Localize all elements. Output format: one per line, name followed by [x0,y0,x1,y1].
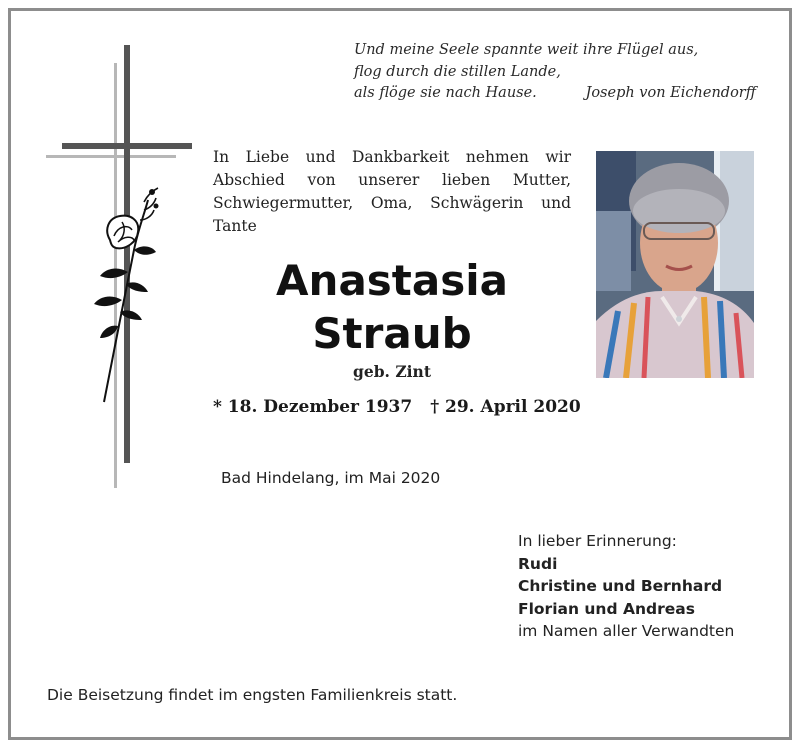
mourner-name: Rudi [518,554,558,573]
mourner-name: Florian und Andreas [518,599,695,618]
mourners [518,530,734,643]
intro-line: Tante [213,217,257,235]
intro-line: In Liebe und Dankbarkeit nehmen wir [213,148,571,166]
cross-horizontal [62,143,192,149]
maiden-name: geb. Zint [353,362,431,381]
deceased-name [213,254,571,360]
first-name: Anastasia [276,256,508,305]
intro-line: Schwiegermutter, Oma, Schwägerin und [213,194,571,212]
last-name: Straub [312,309,472,358]
poem-author: Joseph von Eichendorff [585,85,756,101]
intro-text [213,146,571,238]
mourner-name: Christine und Bernhard [518,577,723,595]
portrait-photo [596,151,754,378]
poem [354,40,759,105]
poem-line: als flöge sie nach Hause. [354,85,537,101]
life-dates [213,397,581,417]
mourners-heading: In lieber Erinnerung: [518,532,677,550]
place-date: Bad Hindelang, im Mai 2020 [221,469,441,487]
rose-icon [82,180,172,410]
birth-date: * 18. Dezember 1937 [213,397,413,417]
cross-shadow-horizontal [46,155,176,158]
mourners-closing: im Namen aller Verwandten [518,622,735,640]
poem-line: Und meine Seele spannte weit ihre Flügel aus, [354,42,699,58]
intro-line: Abschied von unserer lieben Mutter, [213,171,571,189]
poem-line: flog durch die stillen Lande, [354,63,561,80]
death-date: † 29. April 2020 [430,397,581,417]
burial-note: Die Beisetzung findet im engsten Familienkreis statt. [47,686,458,704]
